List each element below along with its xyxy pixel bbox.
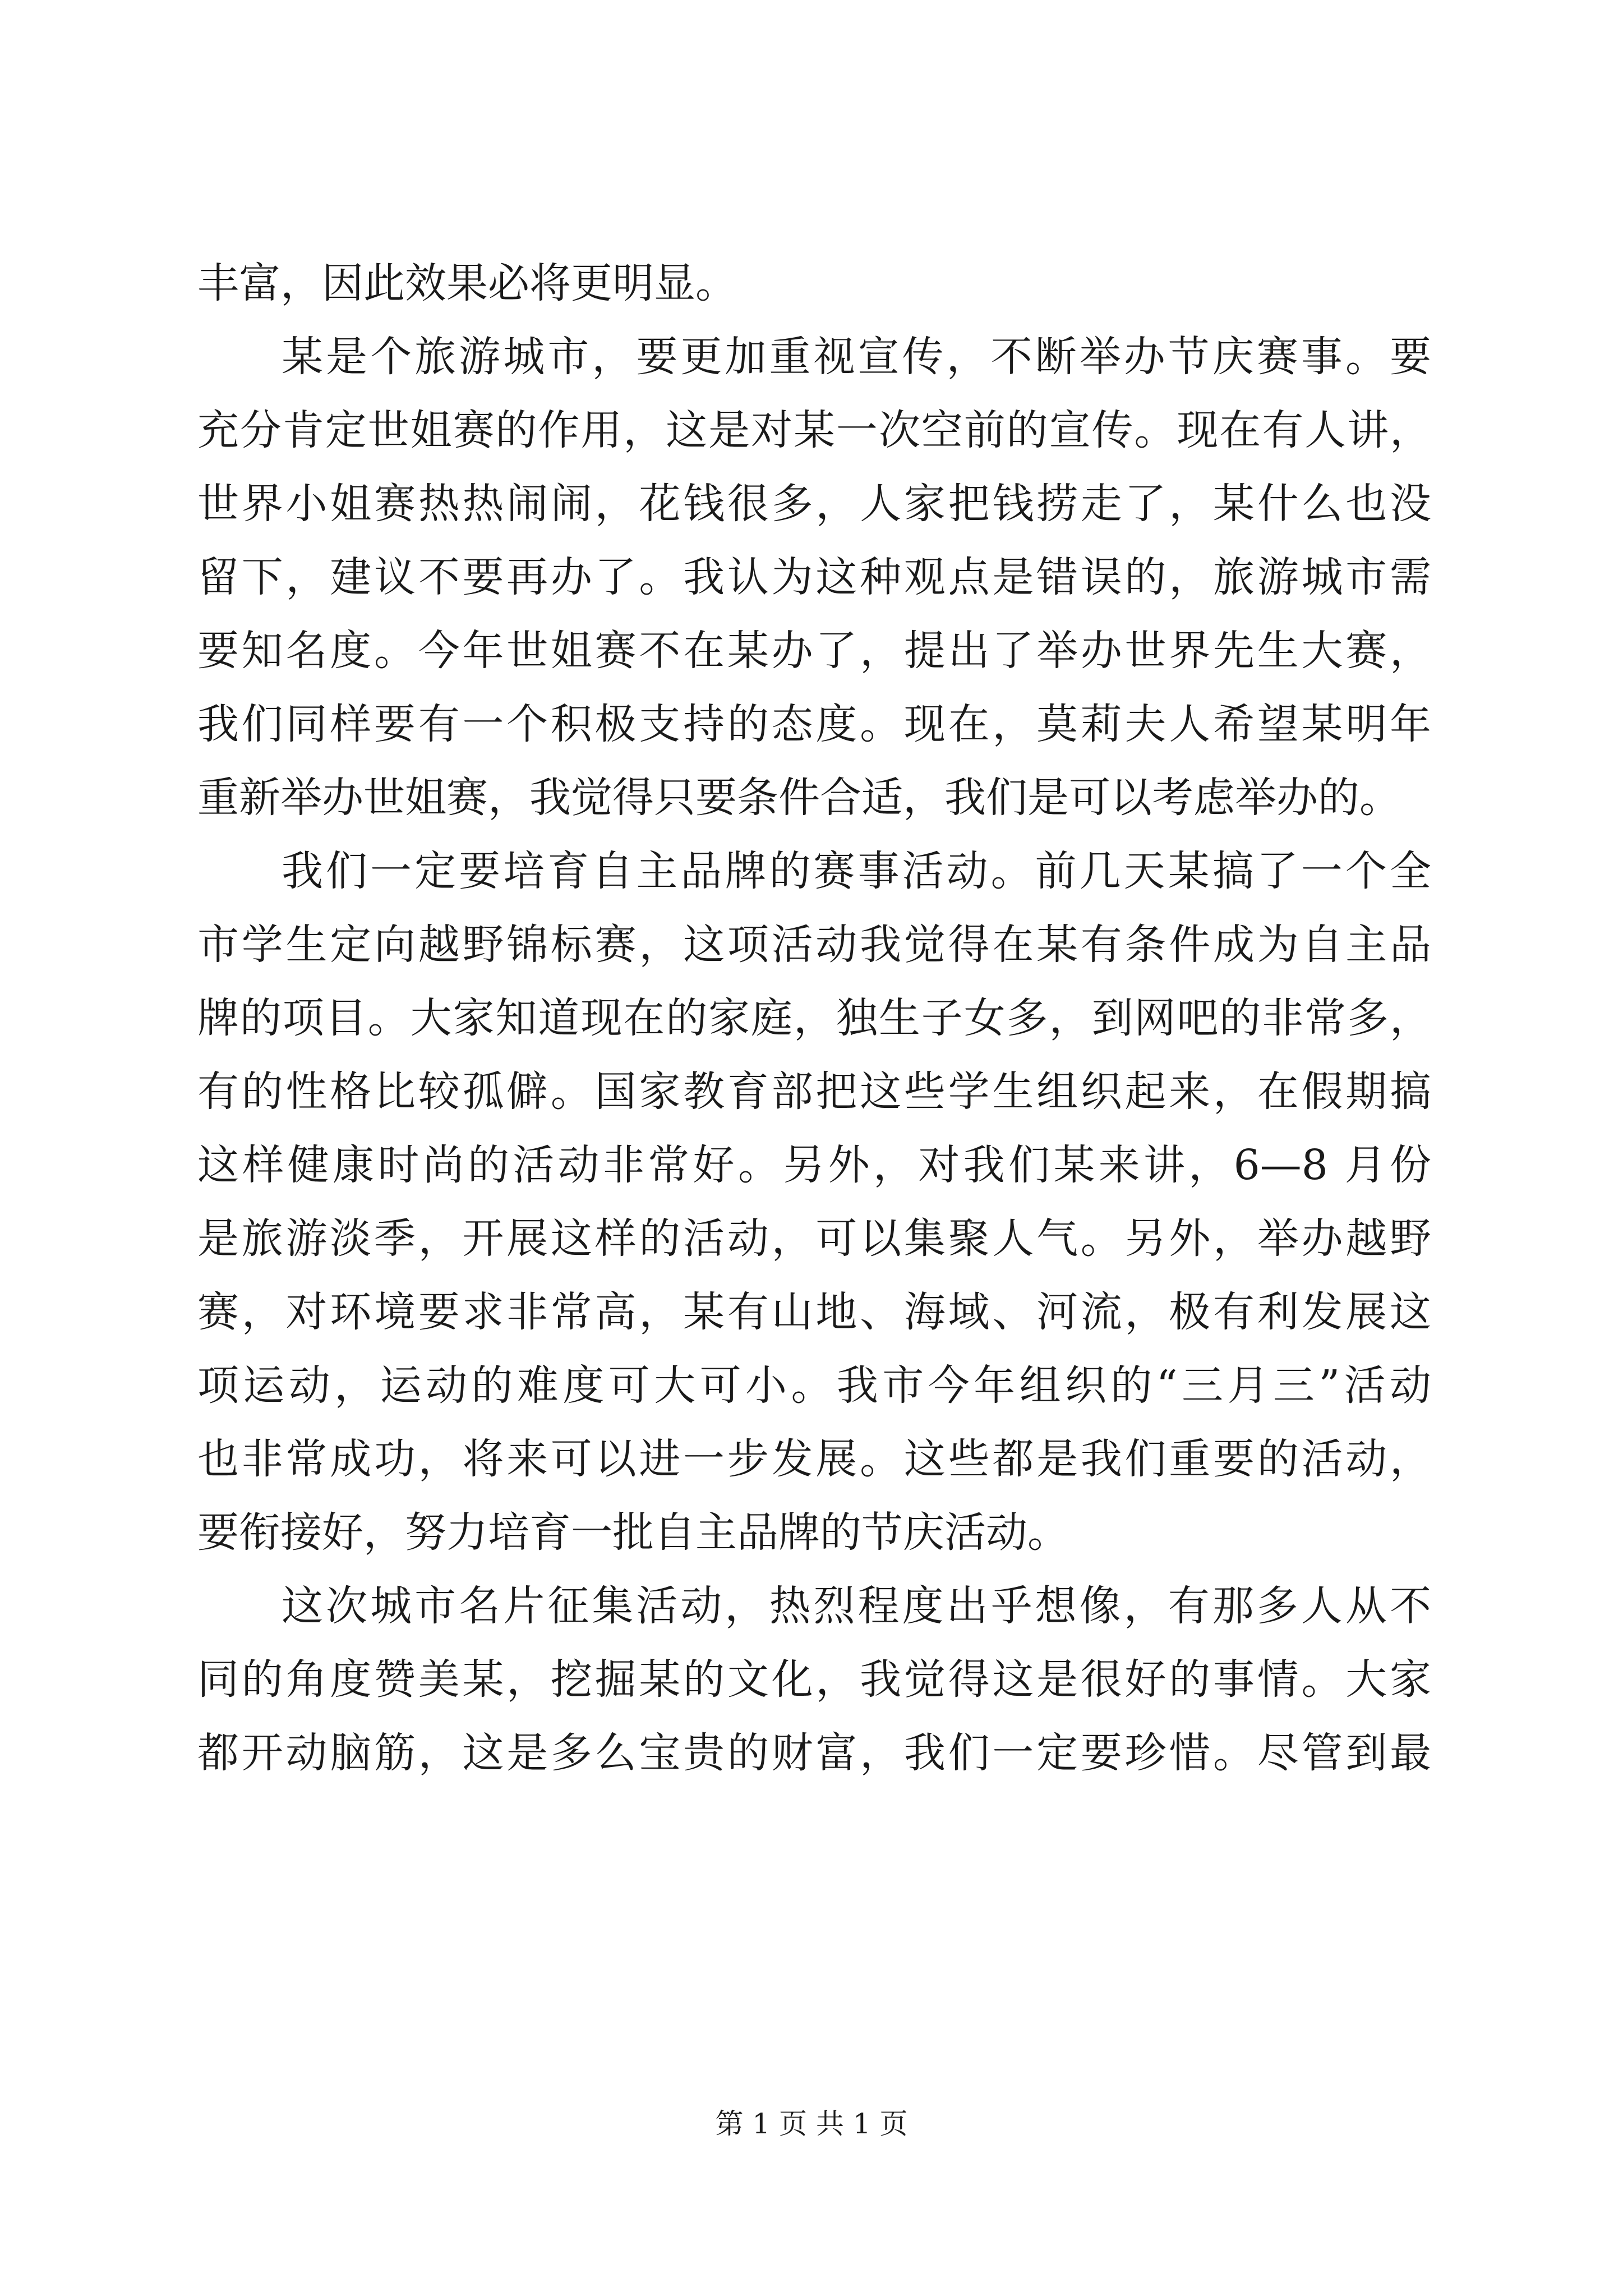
page-footer: 第 1 页 共 1 页 [715, 2108, 908, 2140]
text-line: 是旅游淡季，开展这样的活动，可以集聚人气。另外，举办越野 [197, 1214, 1431, 1263]
text-line: 也非常成功，将来可以进一步发展。这些都是我们重要的活动， [197, 1435, 1431, 1483]
text-line: 这样健康时尚的活动非常好。另外，对我们某来讲，6—8 月份 [197, 1141, 1431, 1189]
text-line: 充分肯定世姐赛的作用，这是对某一次空前的宣传。现在有人讲， [197, 406, 1431, 454]
text-line: 赛，对环境要求非常高，某有山地、海域、河流，极有利发展这 [197, 1288, 1431, 1336]
document-body [197, 247, 1431, 1790]
text-line: 这次城市名片征集活动，热烈程度出乎想像，有那多人从不 [282, 1582, 1431, 1630]
text-line: 项运动，运动的难度可大可小。我市今年组织的“三月三”活动 [197, 1361, 1431, 1410]
text-line: 丰富，因此效果必将更明显。 [197, 259, 737, 307]
text-line: 同的角度赞美某，挖掘某的文化，我觉得这是很好的事情。大家 [197, 1655, 1431, 1704]
text-line: 世界小姐赛热热闹闹，花钱很多，人家把钱捞走了，某什么也没 [197, 480, 1431, 528]
text-line: 牌的项目。大家知道现在的家庭，独生子女多，到网吧的非常多， [197, 994, 1431, 1042]
text-line: 有的性格比较孤僻。国家教育部把这些学生组织起来，在假期搞 [197, 1068, 1431, 1116]
text-line: 我们同样要有一个积极支持的态度。现在，莫莉夫人希望某明年 [197, 700, 1431, 748]
text-line: 某是个旅游城市，要更加重视宣传，不断举办节庆赛事。要 [282, 333, 1431, 381]
text-line: 我们一定要培育自主品牌的赛事活动。前几天某搞了一个全 [282, 847, 1431, 895]
text-line: 要知名度。今年世姐赛不在某办了，提出了举办世界先生大赛， [197, 627, 1431, 675]
text-line: 市学生定向越野锦标赛，这项活动我觉得在某有条件成为自主品 [197, 921, 1431, 969]
text-line: 重新举办世姐赛，我觉得只要条件合适，我们是可以考虑举办的。 [197, 774, 1401, 822]
text-line: 要衔接好，努力培育一批自主品牌的节庆活动。 [197, 1508, 1069, 1557]
text-line: 留下，建议不要再办了。我认为这种观点是错误的，旅游城市需 [197, 553, 1431, 601]
text-line: 都开动脑筋，这是多么宝贵的财富，我们一定要珍惜。尽管到最 [197, 1729, 1431, 1777]
